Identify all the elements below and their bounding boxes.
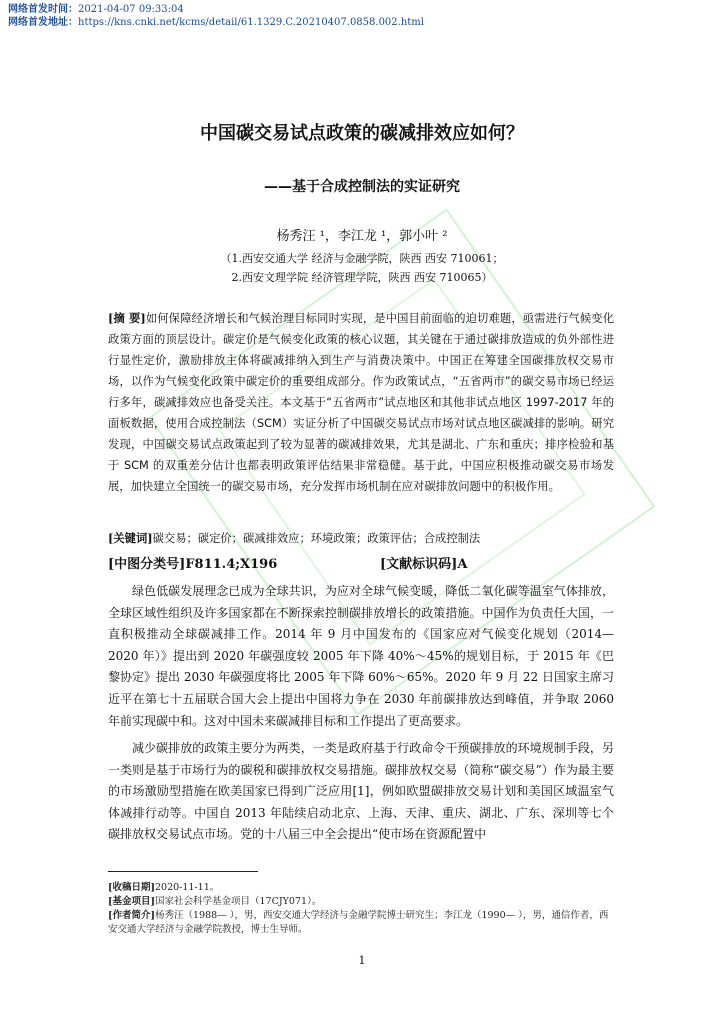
page-number: 1 [358, 954, 366, 967]
received-label: [收稿日期] [108, 882, 155, 893]
clc-value: F811.4;X196 [185, 557, 278, 572]
body-paragraph-1: 绿色低碳发展理念已成为全球共识，为应对全球气候变暖，降低二氧化碳等温室气体排放，全球区域性组织及许多国家都在不断探索控制碳排放增长的政策措施。中国作为负责任大国，一直积极推动全球碳减排工作。2014 年 9 月中国发布的《国家应对气候变化规划（2014—2020 年）》提出到 2020 年碳强度较 2005 年下降 40%～45%的规划目标，于 2015 年《巴黎协定》提出 2030 年碳强度将比 2005 年下降 60%～65%。2020 年 9 月 22 日国家主席习近平在第七十五届联合国大会上提出中国将力争在 2030 年前碳排放达到峰值，并争取 2060 年前实现碳中和。这对中国未来碳减排目标和工作提出了更高要求。 [108, 584, 615, 728]
publication-header [8, 3, 424, 29]
publish-address-label: 网络首发地址： [8, 17, 78, 28]
author-info-label: [作者简介] [108, 910, 155, 921]
keywords-text: 碳交易；碳定价；碳减排效应；环境政策；政策评估；合成控制法 [152, 532, 481, 545]
affiliation-1: （1.西安交通大学 经济与金融学院，陕西 西安 710061； [220, 252, 504, 265]
abstract-text: 如何保障经济增长和气候治理目标同时实现，是中国目前面临的迫切难题，亟需进行气候变化政策方面的顶层设计。碳定价是气候变化政策的核心议题，其关键在于通过碳排放造成的负外部性进行显性定价，激励排放主体将碳减排纳入到生产与消费决策中。中国正在筹建全国碳排放权交易市场，以作为气候变化政策中碳定价的重要组成部分。作为政策试点，“五省两市”的碳交易市场已经运行多年，碳减排效应也备受关注。本文基于“五省两市”试点地区和其他非试点地区 1997-2017 年的面板数据，使用合成控制法（SCM）实证分析了中国碳交易试点市场对试点地区碳减排的影响。研究发现，中国碳交易试点政策起到了较为显著的碳减排效果，尤其是湖北、广东和重庆；排序检验和基于 SCM 的双重差分估计也都表明政策评估结果非常稳健。基于此，中国应积极推动碳交易市场发展，加快建立全国统一的碳交易市场，充分发挥市场机制在应对碳排放问题中的积极作用。 [108, 312, 614, 493]
paper-title: 中国碳交易试点政策的碳减排效应如何？ [200, 123, 524, 144]
publish-time-label: 网络首发时间： [8, 4, 78, 15]
footnote-author [108, 909, 614, 936]
footnote-received [108, 881, 614, 895]
footnote-divider [108, 871, 258, 872]
clc-label: [中图分类号] [108, 557, 186, 572]
fund-value: 国家社会科学基金项目（17CJY071）。 [155, 896, 322, 907]
keywords [108, 530, 614, 546]
body-paragraph-2: 减少碳排放的政策主要分为两类，一类是政府基于行政命令干预碳排放的环境规制手段，另一类则是基于市场行为的碳税和碳排放权交易措施。碳排放权交易（简称“碳交易”）作为最主要的市场激励型措施在欧美国家已得到广泛应用[1]，例如欧盟碳排放交易计划和美国区域温室气体减排行动等。中国自 2013 年陆续启动北京、上海、天津、重庆、湖北、广东、深圳等七个碳排放权交易试点市场。党的十八届三中全会提出“使市场在资源配置中 [108, 741, 614, 842]
author-list: 杨秀汪 ¹，李江龙 ¹，郭小叶 ² [276, 229, 448, 244]
publish-address-link[interactable]: https://kns.cnki.net/kcms/detail/61.1329.C.20210407.0858.002.html [78, 17, 424, 28]
abstract [108, 308, 614, 497]
affiliation-2: 2.西安文理学院 经济管理学院，陕西 西安 710065） [231, 271, 493, 284]
doc-code-label: [文献标识码] [380, 557, 458, 572]
fund-label: [基金项目] [108, 896, 155, 907]
author-info-value: 杨秀汪（1988— ），男，西安交通大学经济与金融学院博士研究生；李江龙（1990— ），男，通信作者，西安交通大学经济与金融学院教授，博士生导师。 [108, 910, 609, 935]
doc-code-value: A [457, 557, 468, 572]
keywords-label: [关键词] [108, 531, 153, 545]
abstract-label: [摘 要] [108, 311, 146, 325]
classification-line [108, 553, 614, 572]
paper-subtitle: ——基于合成控制法的实证研究 [264, 179, 460, 195]
footnote-fund [108, 895, 614, 909]
publish-time-value: 2021-04-07 09:33:04 [78, 4, 184, 15]
received-value: 2020-11-11。 [155, 882, 220, 893]
